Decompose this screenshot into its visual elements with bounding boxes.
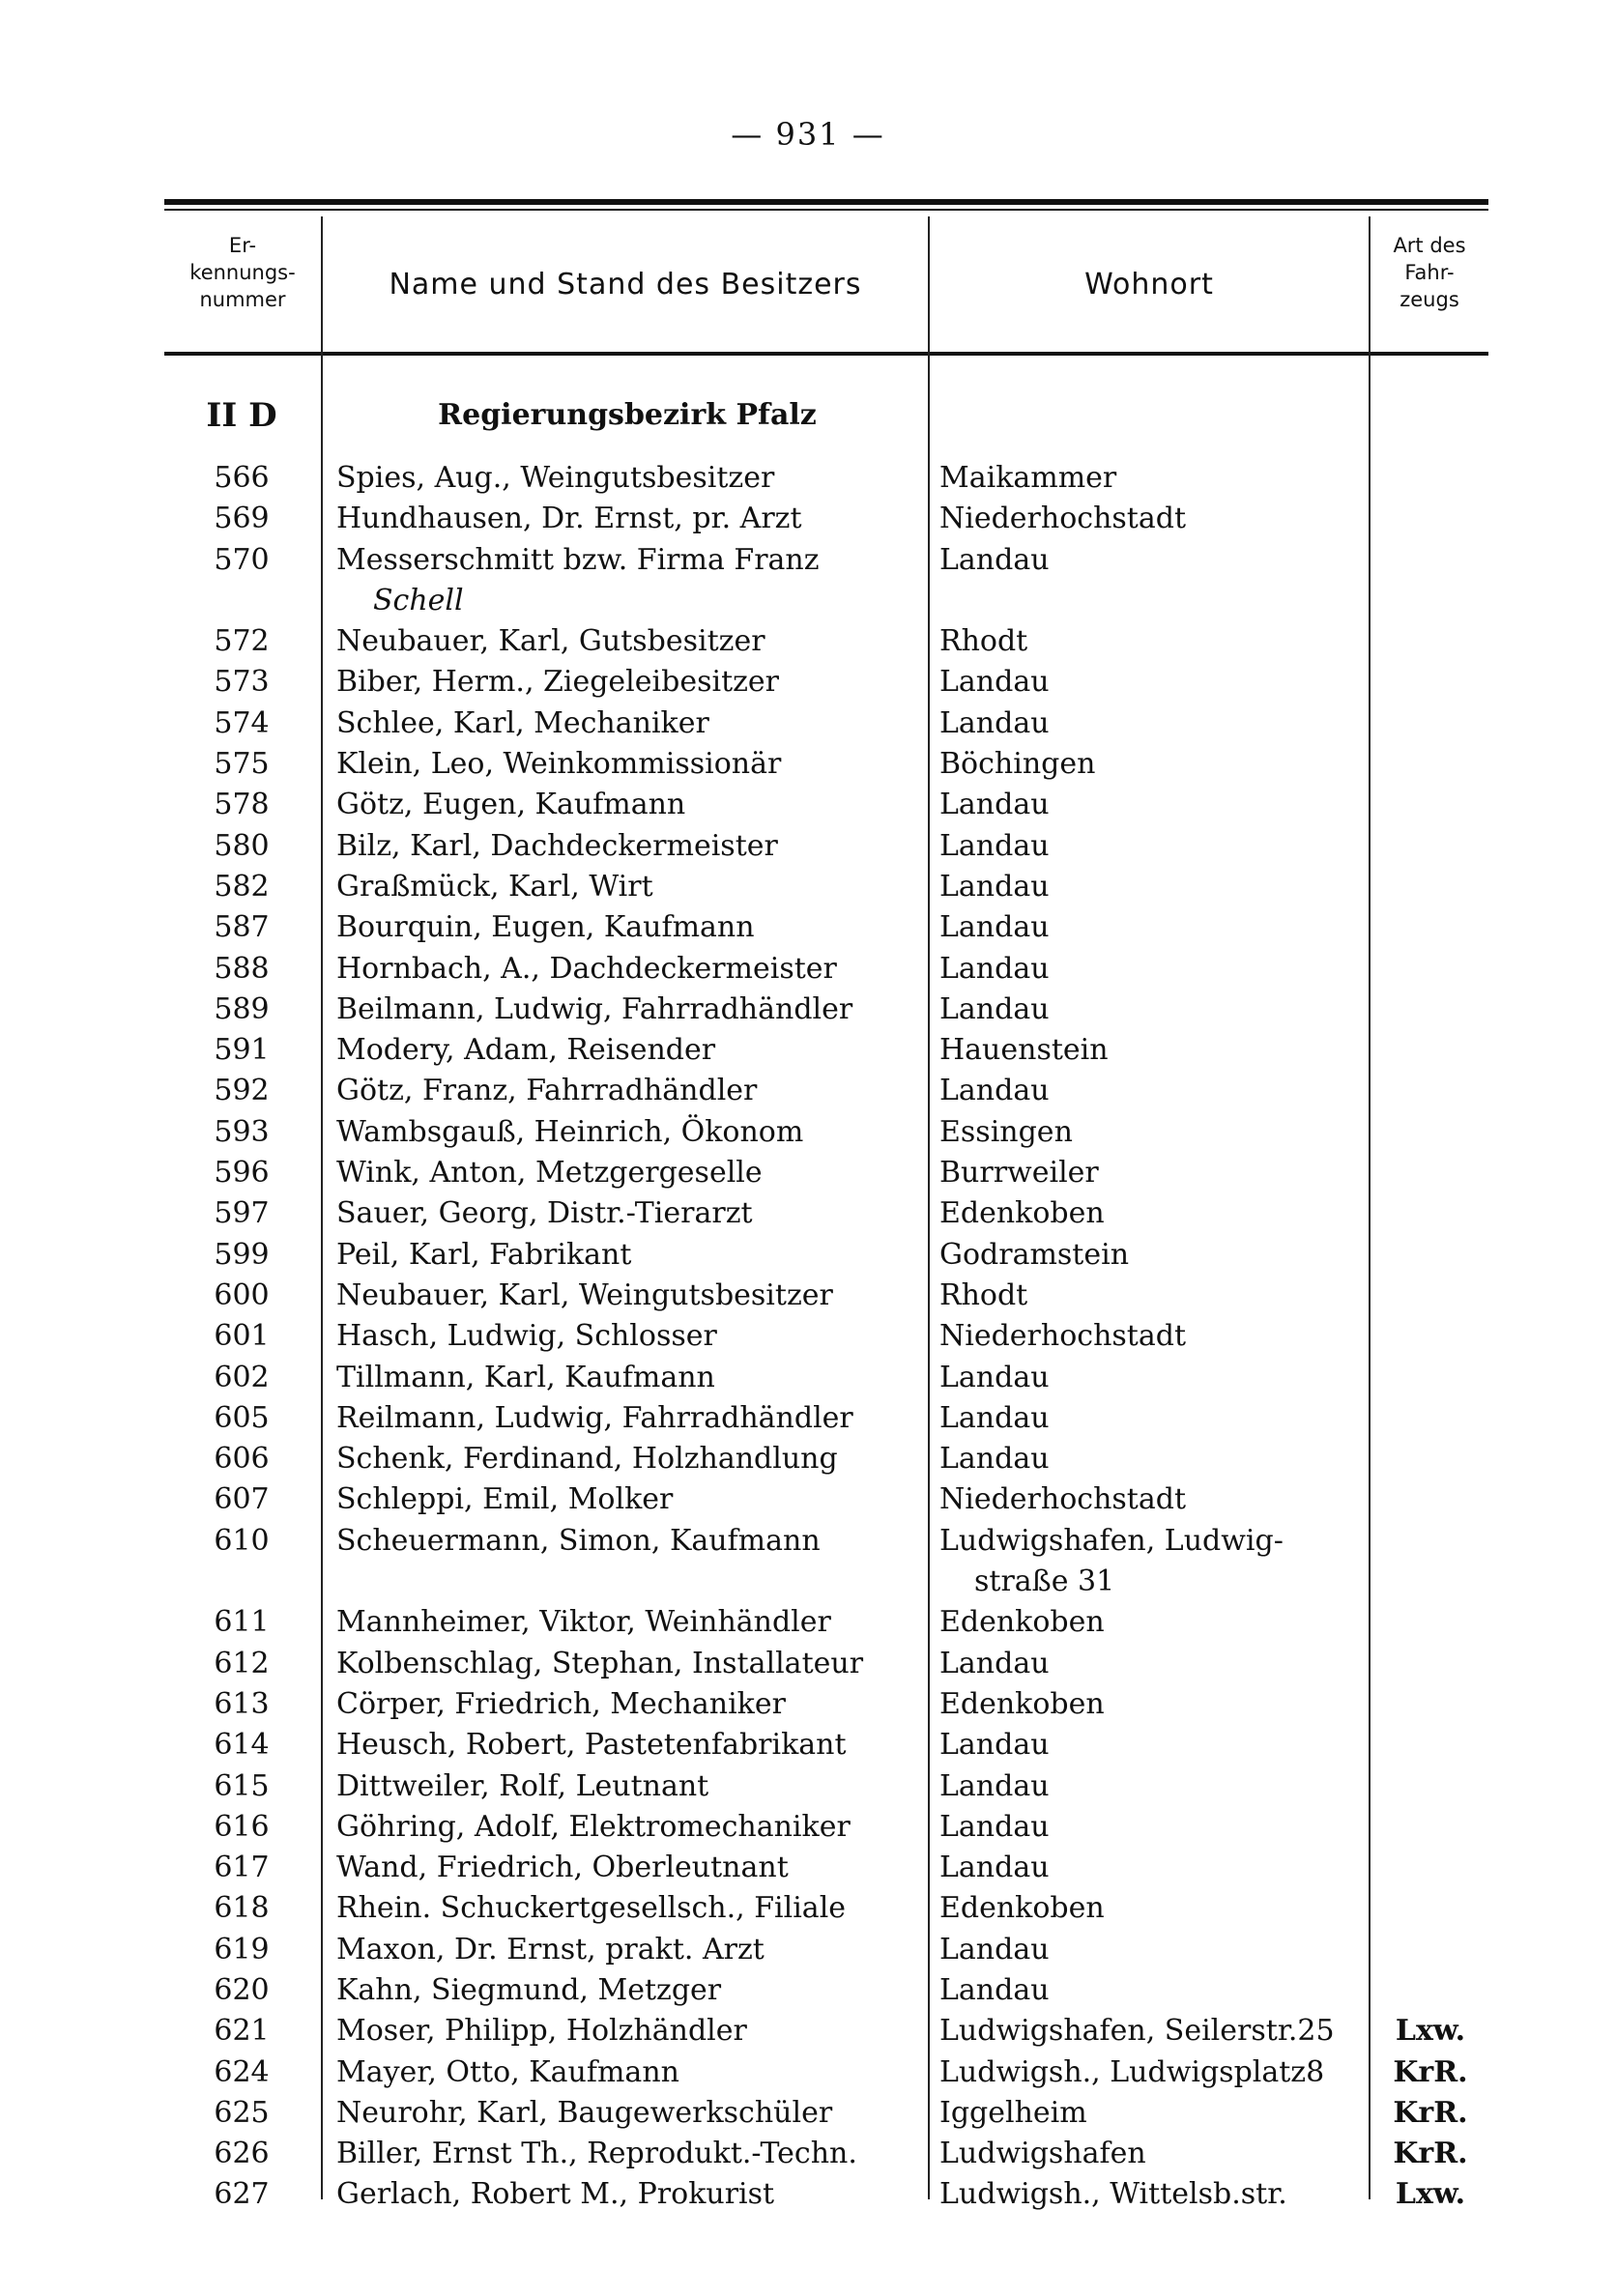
registration-number: 587 [214,910,270,945]
owner-name: Klein, Leo, Weinkommissionär [336,747,782,782]
registration-number: 626 [214,2137,270,2171]
registration-number: 615 [214,1768,270,1803]
residence-cell [939,1193,1365,1234]
vehicle-type: Lxw. [1395,2177,1466,2212]
residence: Landau [939,1768,1050,1803]
residence: Landau [939,705,1050,740]
owner-name-cell [336,1153,916,1193]
residence-cell [939,1644,1365,1684]
owner-name: Spies, Aug., Weingutsbesitzer [336,461,775,495]
registration-number: 601 [214,1319,270,1354]
residence-cell [939,703,1365,744]
residence-cell [939,458,1365,499]
registration-number: 610 [214,1523,270,1558]
owner-name-cell [336,1725,916,1765]
owner-name: Mannheimer, Viktor, Weinhändler [336,1605,831,1640]
owner-name: Wambsgauß, Heinrich, Ökonom [336,1114,804,1149]
vehicle-type: KrR. [1393,2137,1468,2171]
table-row [0,1235,1616,1276]
residence-cell [939,1358,1365,1398]
table-row [0,540,1616,622]
residence: Ludwigshafen, Seilerstr.25 [939,2014,1335,2049]
table-row [0,1030,1616,1071]
registration-number: 619 [214,1932,270,1966]
owner-name-cell [336,1602,916,1643]
owner-name: Heusch, Robert, Pastetenfabrikant [336,1728,847,1763]
owner-name: Dittweiler, Rolf, Leutnant [336,1768,709,1803]
registration-number: 612 [214,1646,270,1680]
owner-name: Biber, Herm., Ziegeleibesitzer [336,665,780,700]
residence: Rhodt [939,1277,1028,1312]
residence-cell [939,540,1365,581]
residence: Ludwigshafen [939,2137,1146,2171]
table-row [0,1888,1616,1929]
registration-number: 627 [214,2177,270,2212]
residence-cell [939,785,1365,825]
column-header-number-line: kennungs- [189,261,296,284]
table-row [0,1644,1616,1684]
owner-name-cell [336,703,916,744]
owner-name: Schenk, Ferdinand, Holzhandlung [336,1442,838,1477]
owner-name-cell [336,907,916,948]
residence-cell [939,2093,1365,2134]
residence: Landau [939,1074,1050,1108]
residence-cell [939,499,1365,539]
owner-name: Rhein. Schuckertgesellsch., Filiale [336,1891,847,1926]
registration-number: 618 [214,1891,270,1926]
registration-number: 606 [214,1442,270,1477]
registration-number: 591 [214,1033,270,1068]
owner-name-cell [336,662,916,703]
owner-name: Mayer, Otto, Kaufmann [336,2054,679,2089]
table-row [0,1316,1616,1357]
column-header-vehicle-type-line: Fahr- [1404,261,1455,284]
residence: Böchingen [939,747,1096,782]
owner-name-cell [336,2134,916,2174]
owner-name-cell [336,2093,916,2134]
residence-cell [939,1398,1365,1439]
table-row [0,621,1616,662]
table-row [0,1848,1616,1888]
owner-name-cell [336,2052,916,2093]
residence: Niederhochstadt [939,502,1186,536]
residence-cell [939,2011,1365,2052]
owner-name: Reilmann, Ludwig, Fahrradhändler [336,1400,853,1435]
registration-number: 592 [214,1074,270,1108]
residence: Landau [939,1972,1050,2007]
table-row [0,1766,1616,1807]
residence: Rhodt [939,624,1028,659]
registration-number: 572 [214,624,270,659]
owner-name: Messerschmitt bzw. Firma Franz [336,542,820,577]
residence: Landau [939,951,1050,986]
residence: Ludwigsh., Ludwigsplatz8 [939,2054,1325,2089]
residence: Hauenstein [939,1033,1109,1068]
residence: Landau [939,1400,1050,1435]
top-rule-thin [164,209,1488,211]
owner-name-cell [336,1479,916,1520]
residence-cell [939,1970,1365,2011]
registration-number: 596 [214,1156,270,1191]
residence: Landau [939,1360,1050,1394]
residence: Landau [939,1442,1050,1477]
registration-number: 625 [214,2095,270,2130]
owner-name-cell [336,1970,916,2011]
table-row [0,2093,1616,2134]
owner-name: Göhring, Adolf, Elektromechaniker [336,1809,851,1844]
residence-cell [939,867,1365,907]
residence: Iggelheim [939,2095,1087,2130]
owner-name: Bilz, Karl, Dachdeckermeister [336,828,778,863]
owner-name: Neubauer, Karl, Gutsbesitzer [336,624,765,659]
section-code: II D [206,396,277,435]
table-row [0,499,1616,539]
residence-cell [939,2134,1365,2174]
owner-name: Wink, Anton, Metzgergeselle [336,1156,763,1191]
residence-cell [939,826,1365,867]
owner-name: Graßmück, Karl, Wirt [336,869,653,904]
owner-name-continuation: Schell [373,583,464,617]
owner-name-cell [336,785,916,825]
residence-cell [939,1888,1365,1929]
column-header-vehicle-type [1371,232,1488,313]
registration-number: 597 [214,1196,270,1231]
vehicle-type: KrR. [1393,2095,1468,2130]
residence: Burrweiler [939,1156,1099,1191]
residence: Edenkoben [939,1605,1105,1640]
owner-name: Gerlach, Robert M., Prokurist [336,2177,775,2212]
residence-cell [939,1479,1365,1520]
residence: Essingen [939,1114,1073,1149]
residence-cell [939,1602,1365,1643]
column-header-vehicle-type-line: Art des [1393,234,1466,257]
residence: Landau [939,1809,1050,1844]
registration-number: 605 [214,1400,270,1435]
residence-cell [939,949,1365,990]
registration-number: 575 [214,747,270,782]
column-header-name: Name und Stand des Besitzers [389,268,862,301]
owner-name: Beilmann, Ludwig, Fahrradhändler [336,991,853,1026]
column-header-vehicle-type-line: zeugs [1400,288,1459,311]
table-row [0,2052,1616,2093]
table-row [0,907,1616,948]
registration-number: 570 [214,542,270,577]
registration-number: 621 [214,2014,270,2049]
residence: Landau [939,869,1050,904]
residence: Godramstein [939,1237,1130,1272]
registration-number: 620 [214,1972,270,2007]
owner-name-cell [336,1766,916,1807]
registration-number: 599 [214,1237,270,1272]
owner-name: Modery, Adam, Reisender [336,1033,716,1068]
owner-name-cell [336,744,916,785]
register-table [0,458,1616,2216]
table-row [0,1725,1616,1765]
owner-name-cell [336,1316,916,1357]
table-row [0,1193,1616,1234]
residence: Edenkoben [939,1891,1105,1926]
registration-number: 602 [214,1360,270,1394]
table-row [0,1684,1616,1725]
owner-name-cell [336,1071,916,1111]
residence-cell [939,1684,1365,1725]
owner-name: Bourquin, Eugen, Kaufmann [336,910,755,945]
owner-name-cell [336,1439,916,1479]
residence: Landau [939,991,1050,1026]
table-row [0,949,1616,990]
table-row [0,990,1616,1030]
residence-cell [939,1439,1365,1479]
residence-cell [939,907,1365,948]
residence: Edenkoben [939,1686,1105,1721]
residence-cell [939,621,1365,662]
registration-number: 566 [214,461,270,495]
owner-name-cell [336,949,916,990]
registration-number: 616 [214,1809,270,1844]
owner-name: Götz, Franz, Fahrradhändler [336,1074,758,1108]
owner-name-cell [336,2011,916,2052]
table-row [0,826,1616,867]
owner-name-cell [336,1888,916,1929]
residence: Niederhochstadt [939,1319,1186,1354]
table-row [0,2011,1616,2052]
table-row [0,1602,1616,1643]
owner-name-cell [336,1848,916,1888]
residence-cell [939,1235,1365,1276]
residence: Landau [939,828,1050,863]
residence: Landau [939,1932,1050,1966]
owner-name: Tillmann, Karl, Kaufmann [336,1360,715,1394]
residence-cell [939,1112,1365,1153]
owner-name: Wand, Friedrich, Oberleutnant [336,1851,789,1885]
registration-number: 588 [214,951,270,986]
section-title: Regierungsbezirk Pfalz [438,398,817,432]
table-row [0,1970,1616,2011]
residence-cell [939,1153,1365,1193]
residence: Landau [939,1728,1050,1763]
owner-name-cell [336,499,916,539]
owner-name: Maxon, Dr. Ernst, prakt. Arzt [336,1932,765,1966]
owner-name: Neubauer, Karl, Weingutsbesitzer [336,1277,833,1312]
table-row [0,458,1616,499]
registration-number: 614 [214,1728,270,1763]
table-row [0,1112,1616,1153]
residence-cell [939,1030,1365,1071]
owner-name-cell [336,1358,916,1398]
residence: Niederhochstadt [939,1482,1186,1517]
residence-cell [939,744,1365,785]
top-rule-thick [164,199,1488,205]
residence-cell [939,1725,1365,1765]
owner-name-cell [336,990,916,1030]
owner-name-cell [336,826,916,867]
residence: Landau [939,542,1050,577]
residence-cell [939,2174,1365,2215]
table-row [0,867,1616,907]
owner-name-cell [336,1193,916,1234]
owner-name: Kolbenschlag, Stephan, Installateur [336,1646,864,1680]
residence-cell [939,990,1365,1030]
residence: Landau [939,665,1050,700]
residence-cell [939,1276,1365,1316]
residence: Landau [939,788,1050,822]
registration-number: 593 [214,1114,270,1149]
owner-name: Götz, Eugen, Kaufmann [336,788,686,822]
owner-name-cell [336,1030,916,1071]
registration-number: 582 [214,869,270,904]
owner-name: Moser, Philipp, Holzhändler [336,2014,747,2049]
owner-name: Schlee, Karl, Mechaniker [336,705,709,740]
residence: Landau [939,910,1050,945]
registration-number: 580 [214,828,270,863]
table-row [0,1358,1616,1398]
residence-cell [939,1521,1365,1603]
owner-name: Kahn, Siegmund, Metzger [336,1972,722,2007]
residence: Ludwigsh., Wittelsb.str. [939,2177,1287,2212]
owner-name: Cörper, Friedrich, Mechaniker [336,1686,786,1721]
owner-name: Peil, Karl, Fabrikant [336,1237,632,1272]
table-row [0,2134,1616,2174]
owner-name-cell [336,540,916,622]
registration-number: 607 [214,1482,270,1517]
owner-name-cell [336,1930,916,1970]
residence-continuation: straße 31 [974,1564,1115,1599]
owner-name-cell [336,1398,916,1439]
residence: Ludwigshafen, Ludwig- [939,1523,1284,1558]
registration-number: 573 [214,665,270,700]
registration-number: 569 [214,502,270,536]
table-row [0,1439,1616,1479]
table-row [0,2174,1616,2215]
owner-name: Scheuermann, Simon, Kaufmann [336,1523,821,1558]
residence-cell [939,1316,1365,1357]
column-header-number-line: nummer [199,288,286,311]
residence-cell [939,662,1365,703]
registration-number: 574 [214,705,270,740]
registration-number: 613 [214,1686,270,1721]
owner-name: Schleppi, Emil, Molker [336,1482,674,1517]
owner-name-cell [336,458,916,499]
owner-name-cell [336,1112,916,1153]
residence: Landau [939,1851,1050,1885]
table-row [0,1521,1616,1603]
table-row [0,744,1616,785]
residence-cell [939,1848,1365,1888]
registration-number: 624 [214,2054,270,2089]
table-row [0,1071,1616,1111]
table-row [0,662,1616,703]
residence-cell [939,1766,1365,1807]
residence: Maikammer [939,461,1117,495]
column-header-number-line: Er- [228,234,257,257]
owner-name: Biller, Ernst Th., Reprodukt.-Techn. [336,2137,857,2171]
residence-cell [939,1071,1365,1111]
owner-name-cell [336,1235,916,1276]
registration-number: 578 [214,788,270,822]
table-row [0,1479,1616,1520]
page-number: — 931 — [731,116,885,153]
owner-name: Hornbach, A., Dachdeckermeister [336,951,837,986]
owner-name-cell [336,867,916,907]
residence-cell [939,1930,1365,1970]
owner-name-cell [336,621,916,662]
table-row [0,1398,1616,1439]
owner-name: Sauer, Georg, Distr.-Tierarzt [336,1196,753,1231]
table-row [0,1930,1616,1970]
owner-name-cell [336,2174,916,2215]
registration-number: 617 [214,1851,270,1885]
table-row [0,785,1616,825]
residence: Landau [939,1646,1050,1680]
owner-name: Neurohr, Karl, Baugewerkschüler [336,2095,833,2130]
owner-name-cell [336,1276,916,1316]
column-header-place: Wohnort [1084,268,1214,301]
table-row [0,1276,1616,1316]
registration-number: 600 [214,1277,270,1312]
table-row [0,1153,1616,1193]
owner-name: Hasch, Ludwig, Schlosser [336,1319,717,1354]
registration-number: 611 [214,1605,270,1640]
table-row [0,1807,1616,1848]
vehicle-type: KrR. [1393,2054,1468,2089]
owner-name: Hundhausen, Dr. Ernst, pr. Arzt [336,502,802,536]
owner-name-cell [336,1521,916,1562]
owner-name-cell [336,1684,916,1725]
residence-cell [939,1807,1365,1848]
owner-name-cell [336,1644,916,1684]
column-header-number [164,232,321,313]
residence-cell [939,2052,1365,2093]
owner-name-cell [336,1807,916,1848]
table-row [0,703,1616,744]
residence: Edenkoben [939,1196,1105,1231]
registration-number: 589 [214,991,270,1026]
header-rule [164,352,1488,356]
vehicle-type: Lxw. [1395,2014,1466,2049]
